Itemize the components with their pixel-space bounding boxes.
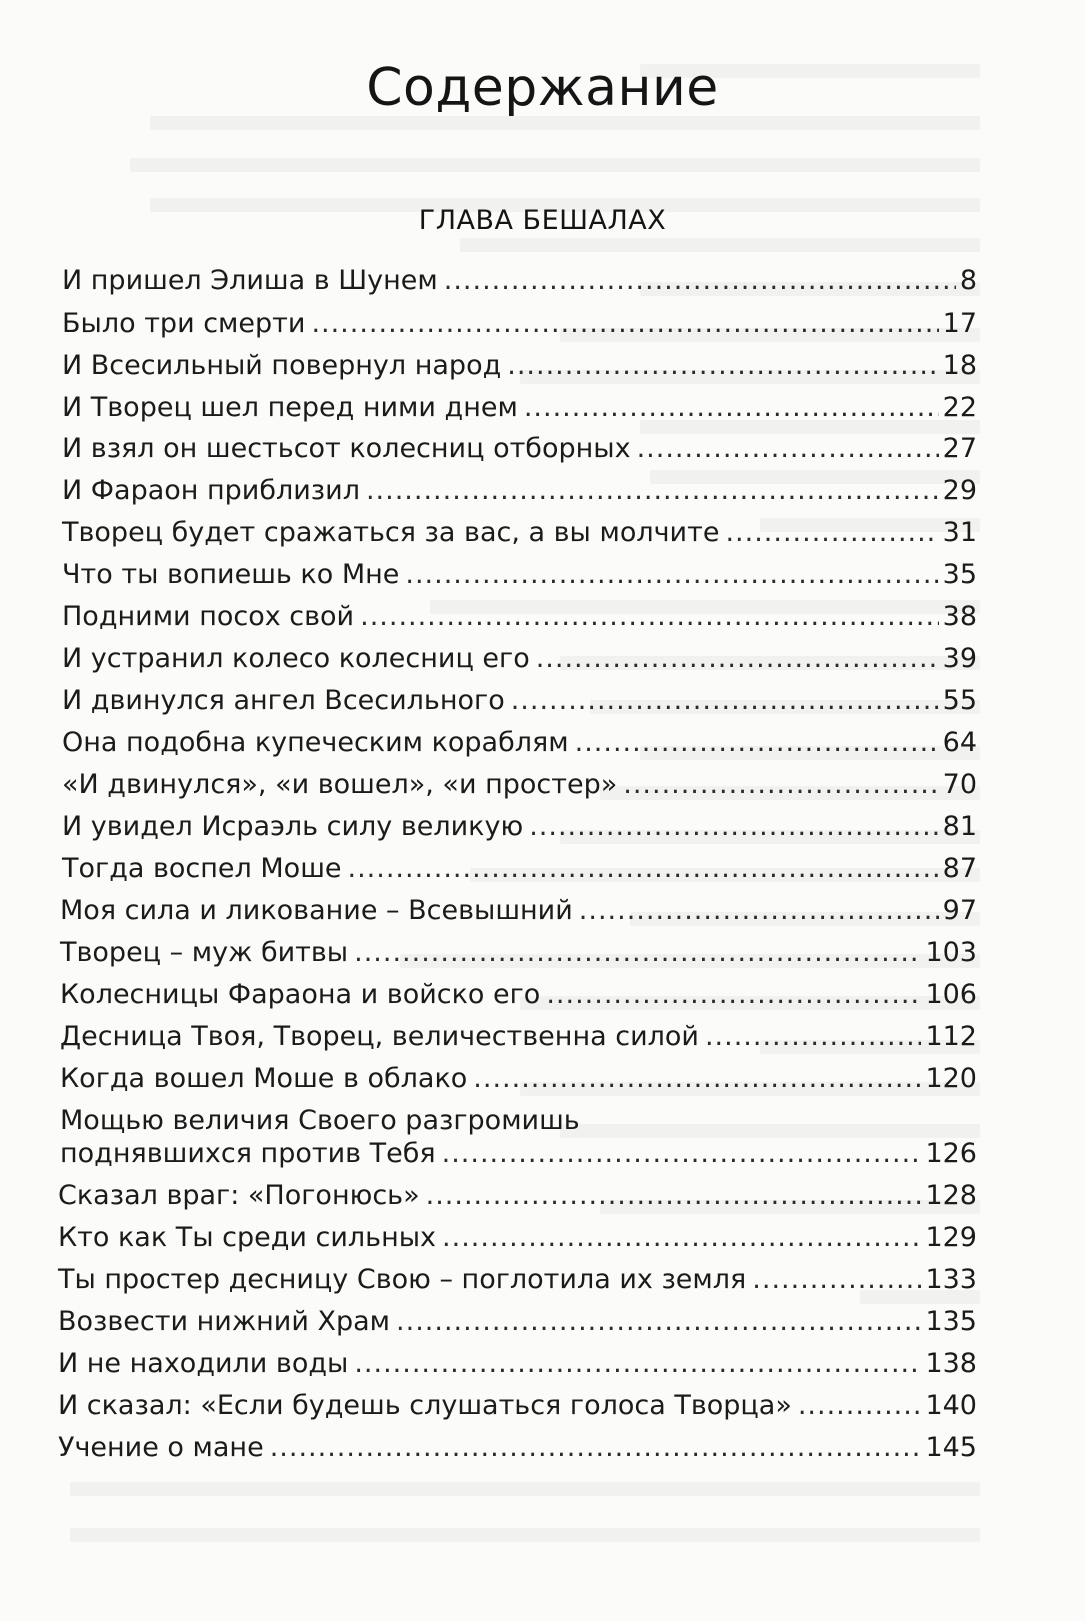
toc-entry-page: 106 <box>925 979 977 1010</box>
dot-leader <box>405 558 938 592</box>
toc-entry-title: И двинулся ангел Всесильного <box>62 685 505 716</box>
dot-leader <box>507 349 938 383</box>
chapter-heading: ГЛАВА БЕШАЛАХ <box>418 205 667 236</box>
toc-entry-title: И Всесильный повернул народ <box>62 350 502 381</box>
toc-entry[interactable] <box>62 558 977 592</box>
toc-entry-title: И взял он шестьсот колесниц отборных <box>62 433 631 464</box>
toc-entry-page: 140 <box>925 1390 977 1421</box>
toc-entry-title: И Творец шел перед ними днем <box>62 392 518 423</box>
dot-leader <box>575 726 939 760</box>
toc-entry-page: 18 <box>942 350 977 381</box>
toc-entry[interactable] <box>62 264 977 298</box>
dot-leader <box>354 1347 921 1381</box>
toc-entry-title: Тогда воспел Моше <box>62 853 342 884</box>
toc-entry[interactable] <box>62 684 977 718</box>
toc-entry-page: 128 <box>925 1180 977 1211</box>
toc-entry-title: Колесницы Фараона и войско его <box>60 979 541 1010</box>
toc-entry-page: 138 <box>925 1348 977 1379</box>
dot-leader <box>360 600 939 634</box>
toc-entry-title: Ты простер десницу Свою – поглотила их земля <box>58 1264 747 1295</box>
toc-entry-page: 17 <box>942 308 977 339</box>
dot-leader <box>536 642 939 676</box>
dot-leader <box>396 1305 921 1339</box>
toc-entry[interactable] <box>60 1062 977 1096</box>
toc-entry-title: Она подобна купеческим кораблям <box>62 727 569 758</box>
toc-entry-page: 64 <box>942 727 977 758</box>
toc-entry[interactable] <box>62 432 977 466</box>
toc-entry-title: И Фараон приблизил <box>62 475 360 506</box>
dot-leader <box>725 516 938 550</box>
toc-entry-page: 39 <box>942 643 977 674</box>
toc-entry[interactable] <box>60 936 977 970</box>
toc-entry-title: Было три смерти <box>62 308 306 339</box>
toc-entry[interactable] <box>62 726 977 760</box>
toc-entry[interactable] <box>60 894 977 928</box>
toc-entry-page: 35 <box>942 559 977 590</box>
toc-entry-title: И пришел Элиша в Шунем <box>62 265 438 296</box>
toc-entry-title: Учение о мане <box>58 1432 264 1463</box>
toc-entry[interactable] <box>58 1347 977 1381</box>
dot-leader <box>426 1179 922 1213</box>
toc-entry[interactable] <box>62 768 977 802</box>
toc-entry[interactable] <box>60 978 977 1012</box>
dot-leader <box>442 1221 921 1255</box>
toc-entry-page: 22 <box>942 392 977 423</box>
toc-entry-page: 133 <box>925 1264 977 1295</box>
dot-leader <box>366 474 939 508</box>
page-title: Содержание <box>366 58 719 118</box>
toc-entry[interactable] <box>62 642 977 676</box>
toc-entry[interactable] <box>58 1389 977 1423</box>
dot-leader <box>442 1137 922 1171</box>
toc-entry-page: 31 <box>942 517 977 548</box>
dot-leader <box>311 307 938 341</box>
toc-entry-title: И увидел Исраэль силу великую <box>62 811 524 842</box>
toc-entry-page: 27 <box>942 433 977 464</box>
toc-entry[interactable] <box>58 1431 977 1465</box>
toc-entry-page: 8 <box>959 265 977 296</box>
toc-entry[interactable] <box>62 349 977 383</box>
toc-entry-page: 38 <box>942 601 977 632</box>
dot-leader <box>529 810 938 844</box>
dot-leader <box>623 768 938 802</box>
toc-entry[interactable] <box>58 1263 977 1297</box>
toc-entry[interactable] <box>60 1137 977 1171</box>
toc-entry-page: 55 <box>942 685 977 716</box>
toc-entry-title: И не находили воды <box>58 1348 349 1379</box>
toc-entry[interactable] <box>60 1020 977 1054</box>
dot-leader <box>579 894 939 928</box>
toc-entry-title: И устранил колесо колесниц его <box>62 643 530 674</box>
toc-entry-title: поднявшихся против Тебя <box>60 1138 436 1169</box>
toc-entry-page: 81 <box>942 811 977 842</box>
toc-entry-title: Что ты вопиешь ко Мне <box>62 559 400 590</box>
toc-entry-title: Кто как Ты среди сильных <box>58 1222 437 1253</box>
toc-entry[interactable] <box>62 474 977 508</box>
dot-leader <box>473 1062 921 1096</box>
toc-entry-page: 129 <box>925 1222 977 1253</box>
toc-entry-title: Десница Твоя, Творец, величественна силой <box>60 1021 699 1052</box>
toc-entry[interactable] <box>62 391 977 425</box>
toc-entry-title: Моя сила и ликование – Всевышний <box>60 895 573 926</box>
toc-entry-title: Сказал враг: «Погонюсь» <box>58 1180 420 1211</box>
toc-entry-page: 97 <box>942 895 977 926</box>
toc-entry-page: 145 <box>925 1432 977 1463</box>
toc-entry[interactable] <box>62 516 977 550</box>
dot-leader <box>798 1389 922 1423</box>
toc-entry[interactable] <box>62 600 977 634</box>
toc-entry-page: 135 <box>925 1306 977 1337</box>
toc-entry-title: «И двинулся», «и вошел», «и простер» <box>62 769 618 800</box>
toc-entry[interactable] <box>62 307 977 341</box>
dot-leader <box>752 1263 921 1297</box>
dot-leader <box>270 1431 922 1465</box>
dot-leader <box>637 432 939 466</box>
dot-leader <box>705 1020 922 1054</box>
toc-entry-page: 112 <box>925 1021 977 1052</box>
toc-entry[interactable] <box>58 1179 977 1213</box>
toc-entry-title: И сказал: «Если будешь слушаться голоса Творца» <box>58 1390 792 1421</box>
dot-leader <box>524 391 939 425</box>
toc-entry-page: 87 <box>942 853 977 884</box>
toc-entry-page: 29 <box>942 475 977 506</box>
dot-leader <box>546 978 921 1012</box>
toc-entry-page: 120 <box>925 1063 977 1094</box>
dot-leader <box>348 852 939 886</box>
toc-entry-page: 70 <box>942 769 977 800</box>
toc-entry[interactable] <box>58 1305 977 1339</box>
toc-entry[interactable] <box>62 852 977 886</box>
toc-entry-title: Когда вошел Моше в облако <box>60 1063 468 1094</box>
toc-entry-page: 103 <box>925 937 977 968</box>
toc-entry-title: Творец будет сражаться за вас, а вы молчите <box>62 517 720 548</box>
toc-entry-title: Подними посох свой <box>62 601 355 632</box>
toc-entry-title: Творец – муж битвы <box>60 937 349 968</box>
dot-leader <box>354 936 921 970</box>
toc-entry[interactable] <box>58 1221 977 1255</box>
toc-entry-page: 126 <box>925 1138 977 1169</box>
toc-entry-title: Возвести нижний Храм <box>58 1306 391 1337</box>
toc-entry-title-line1[interactable]: Мощью величия Своего разгромишь <box>60 1105 580 1136</box>
toc-entry[interactable] <box>62 810 977 844</box>
dot-leader <box>511 684 939 718</box>
dot-leader <box>444 264 956 298</box>
